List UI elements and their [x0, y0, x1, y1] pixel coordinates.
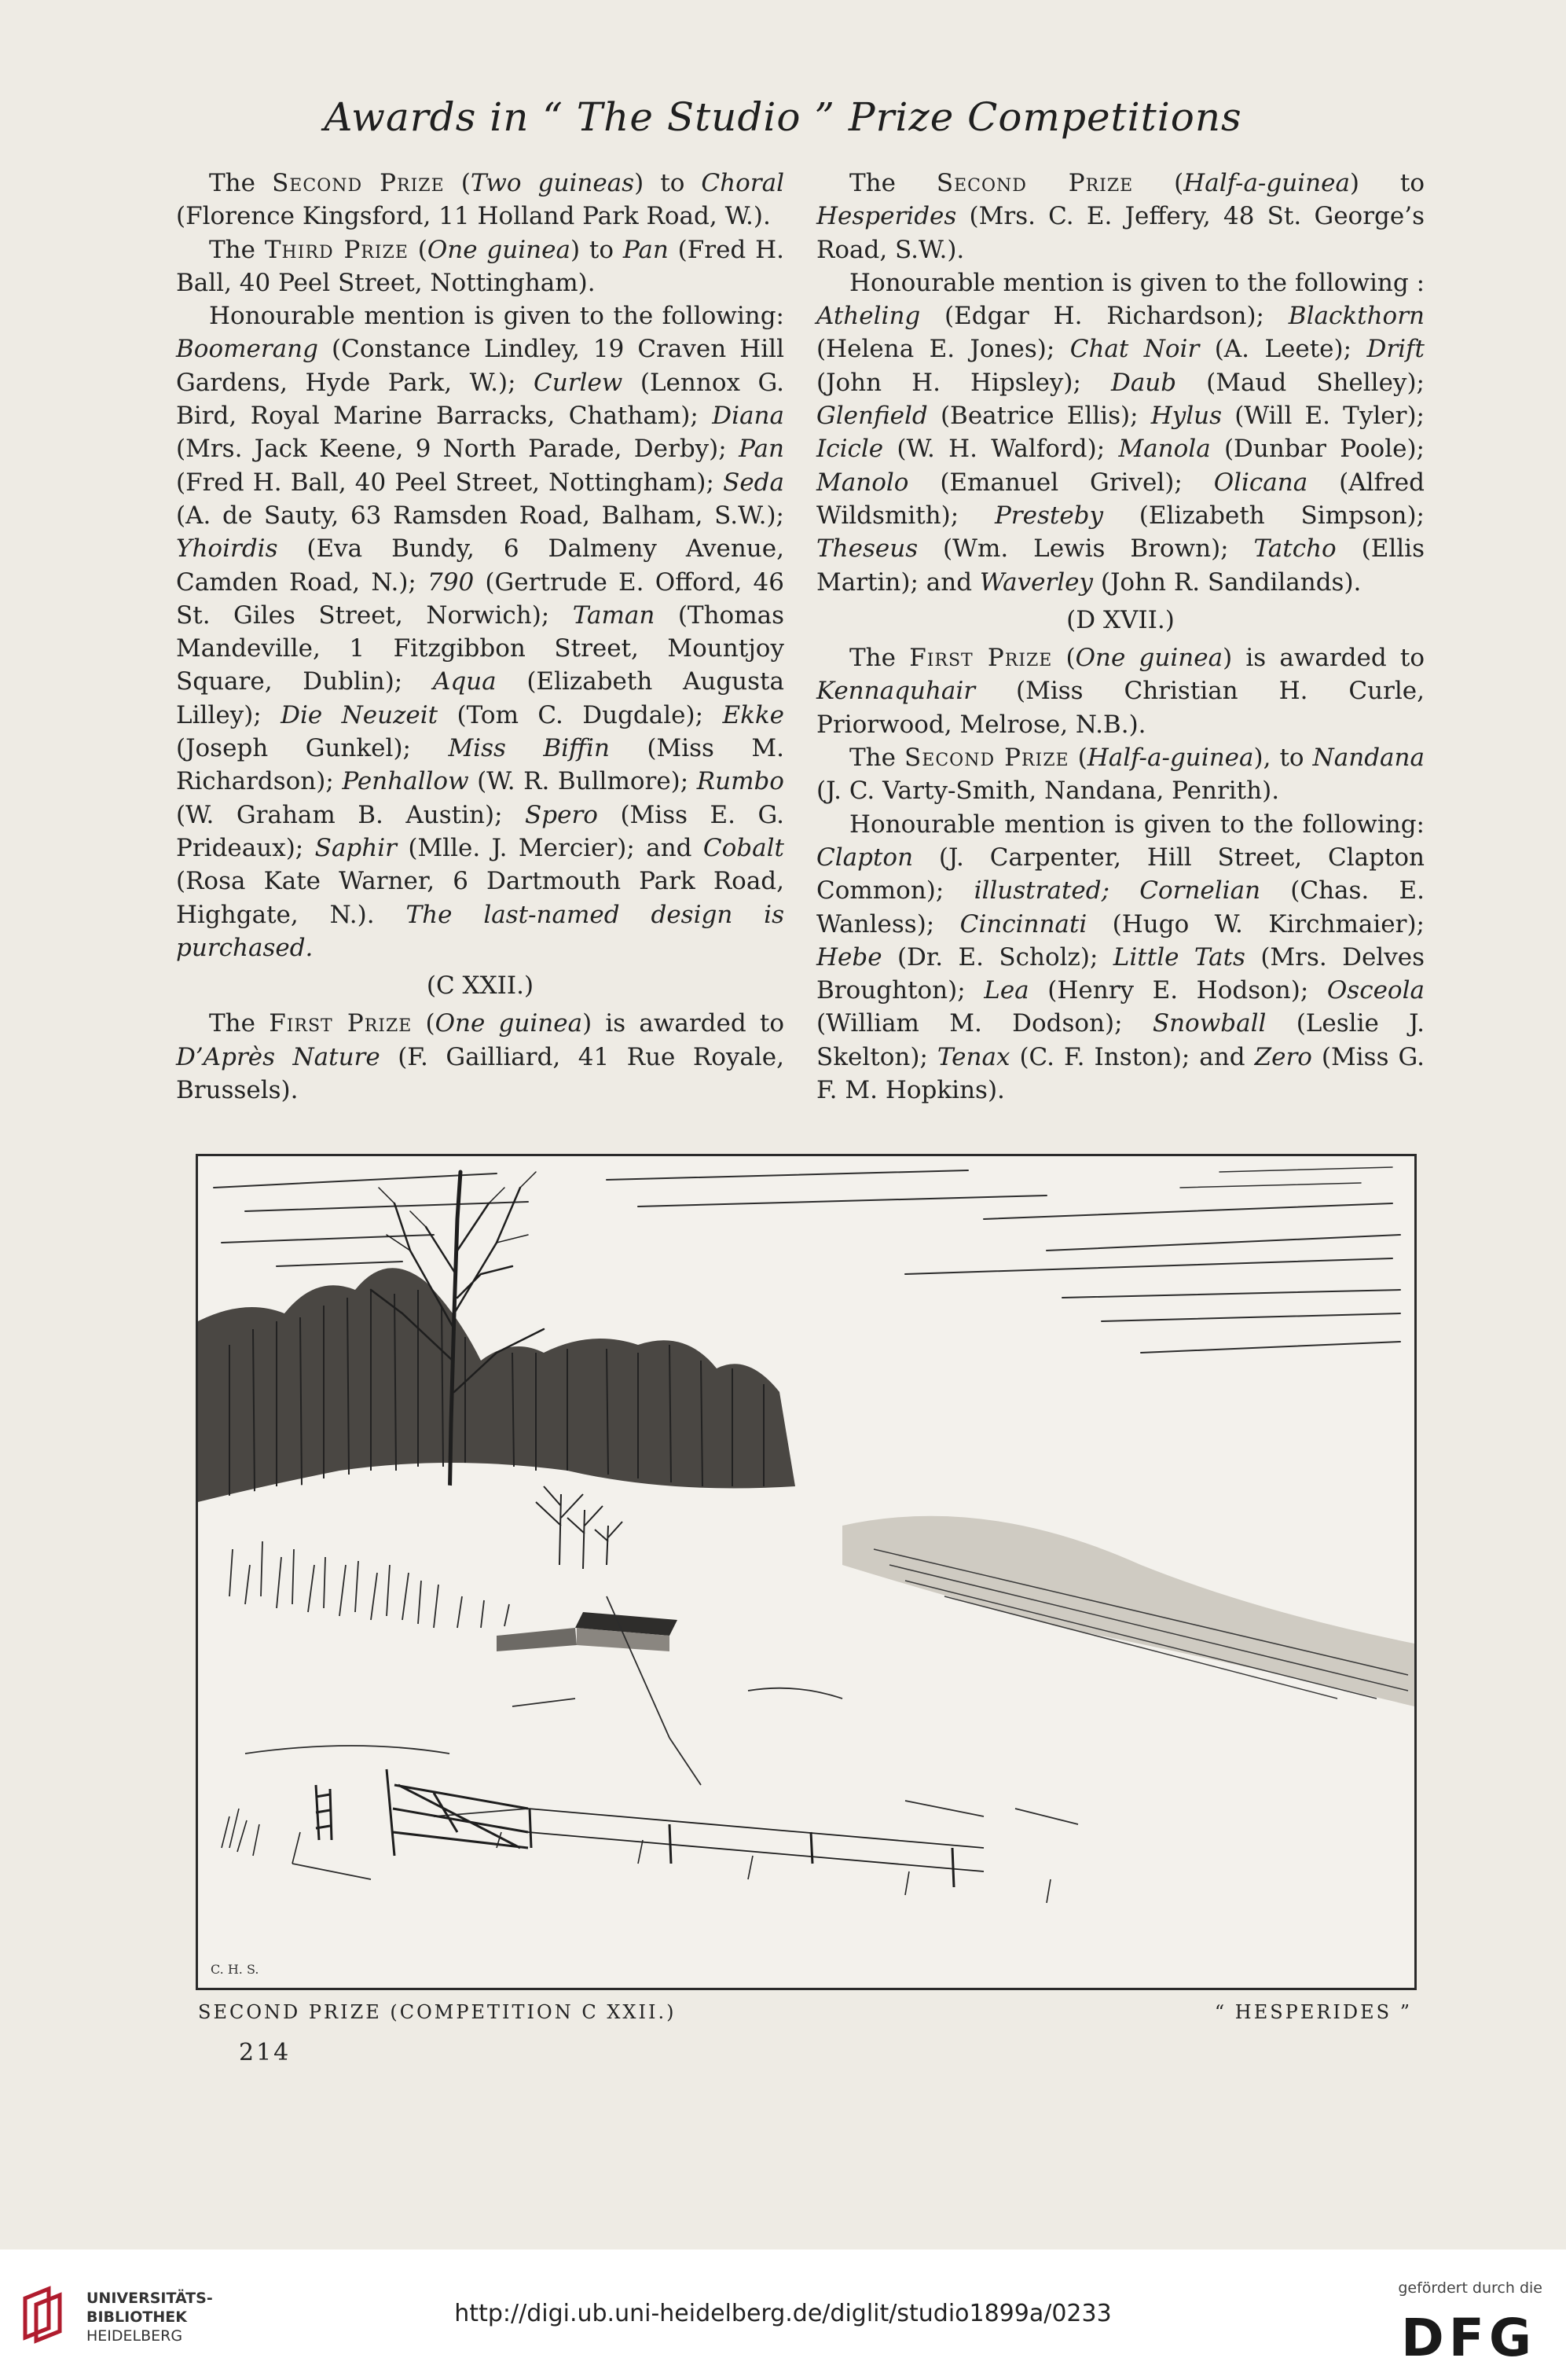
dfg-logo-icon: DFG [1400, 2308, 1536, 2368]
right-paragraph-second-prize-d: The Second Prize (Half-a-guinea), to Nandana (J. C. Varty-Smith, Nandana, Penrith). [816, 744, 1425, 806]
competition-heading-d-xvii: (D XVII.) [1066, 605, 1175, 634]
competition-heading-c-xxii: (C XXII.) [426, 971, 534, 1001]
footer-bar [0, 2250, 1566, 2380]
library-name-line-1: UNIVERSITÄTS- [86, 2290, 213, 2307]
left-column [176, 167, 784, 1107]
library-name-line-2: BIBLIOTHEK [86, 2308, 187, 2326]
illustration-caption-left: SECOND PRIZE (COMPETITION C XXII.) [198, 2001, 677, 2023]
library-name-line-3: HEIDELBERG [86, 2327, 183, 2345]
page-title: Awards in “ The Studio ” Prize Competitions [324, 94, 1242, 140]
landscape-engraving [198, 1156, 1414, 1988]
page-number: 214 [239, 2039, 292, 2066]
right-paragraph-first-prize: The First Prize (One guinea) is awarded to Kennaquhair (Miss Christian H. Curle, Priorwood, Melrose, N.B.). [816, 644, 1425, 739]
left-paragraph-second-prize: The Second Prize (Two guineas) to Choral (Florence Kingsford, 11 Holland Park Road, W.). [176, 169, 784, 231]
right-paragraph-honourable-mention: Honourable mention is given to the following : Atheling (Edgar H. Richardson); Blackthorn (Helena E. Jones); Chat Noir (A. Leete); Drift (John H. Hipsley); Daub (Maud Shelley); Glenfield (Beatrice Ellis); Hylus (Will E. Tyler); Icicle (W. H. Walford); Manola (Dunbar Poole); Manolo (Emanuel Grivel); Olicana (Alfred Wildsmith); Presteby (Elizabeth Simpson); Theseus (Wm. Lewis Brown); Tatcho (Ellis Martin); and Waverley (John R. Sandilands). [816, 268, 1425, 597]
left-paragraph-first-prize: The First Prize (One guinea) is awarded to D’Après Nature (F. Gailliard, 41 Rue Royale, Brussels). [176, 1009, 785, 1105]
right-paragraph-honourable-mention-d: Honourable mention is given to the following: Clapton (J. Carpenter, Hill Street, Clapton Common); illustrated; Cornelian (Chas. E. Wanless); Cincinnati (Hugo W. Kirchmaier); Hebe (Dr. E. Scholz); Little Tats (Mrs. Delves Broughton); Lea (Henry E. Hodson); Osceola (William M. Dodson); Snowball (Leslie J. Skelton); Tenax (C. F. Inston); and Zero (Miss G. F. M. Hopkins). [816, 810, 1425, 1105]
right-column [816, 167, 1425, 1107]
illustration-caption-right: “ HESPERIDES ” [1214, 2001, 1412, 2023]
sponsor-label: gefördert durch die [1398, 2279, 1542, 2297]
left-paragraph-honourable-mention: Honourable mention is given to the following: Boomerang (Constance Lindley, 19 Craven Hill Gardens, Hyde Park, W.); Curlew (Lennox G. Bird, Royal Marine Barracks, Chatham); Diana (Mrs. Jack Keene, 9 North Parade, Derby); Pan (Fred H. Ball, 40 Peel Street, Nottingham); Seda (A. de Sauty, 63 Ramsden Road, Balham, S.W.); Yhoirdis (Eva Bundy, 6 Dalmeny Avenue, Camden Road, N.); 790 (Gertrude E. Offord, 46 St. Giles Street, Norwich); Taman (Thomas Mandeville, 1 Fitzgibbon Street, Mountjoy Square, Dublin); Aqua (Elizabeth Augusta Lilley); Die Neuzeit (Tom C. Dugdale); Ekke (Joseph Gunkel); Miss Biffin (Miss M. Richardson); Penhallow (W. R. Bullmore); Rumbo (W. Graham B. Austin); Spero (Miss E. G. Prideaux); Saphir (Mlle. J. Mercier); and Cobalt (Rosa Kate Warner, 6 Dartmouth Park Road, Highgate, N.). The last-named design is purchased. [176, 302, 785, 962]
right-paragraph-second-prize: The Second Prize (Half-a-guinea) to Hesperides (Mrs. C. E. Jeffery, 48 St. George’s Road, S.W.). [816, 169, 1425, 264]
winter-landscape-illustration [196, 1154, 1417, 1990]
left-paragraph-third-prize: The Third Prize (One guinea) to Pan (Fred H. Ball, 40 Peel Street, Nottingham). [176, 235, 784, 297]
artist-signature: C. H. S. [211, 1962, 259, 1977]
digitization-url-link[interactable]: http://digi.ub.uni-heidelberg.de/diglit/studio1899a/0233 [454, 2300, 1112, 2327]
